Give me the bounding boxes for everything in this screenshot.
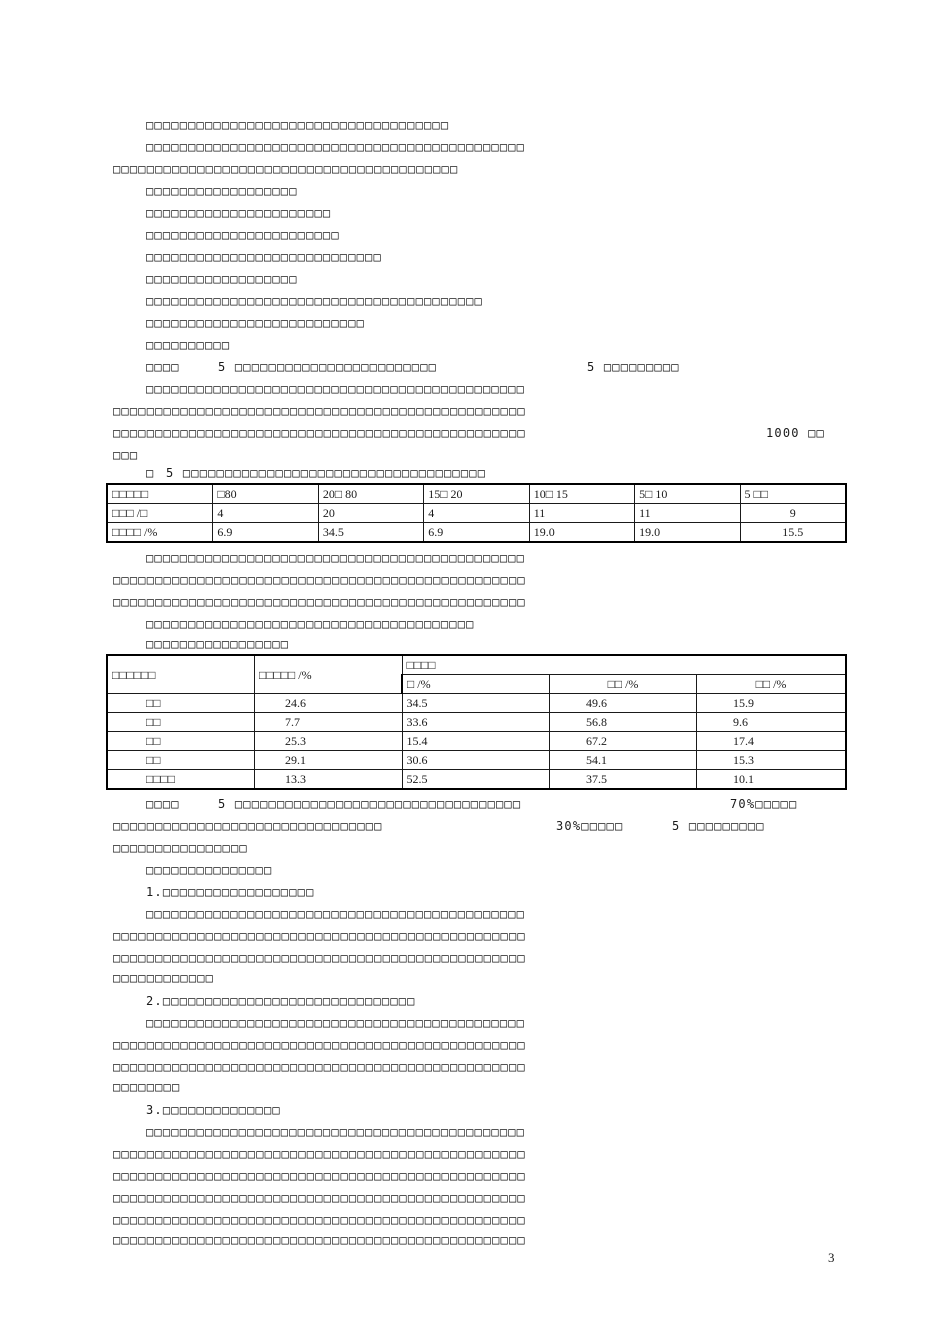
table-cell: 15.3 [697, 751, 847, 770]
text-line: □□□□□□□□□□□□□□□□□□□□□□□□□□□□ [146, 250, 382, 264]
table-cell: 9 [740, 504, 846, 523]
table-cell: 20 [318, 504, 423, 523]
table-cell: 11 [635, 504, 740, 523]
text-line: □□□□□□□□□□□□□□□□□□□□□□□□□□ [146, 316, 366, 330]
section-heading: □□□□□□□□□□□□□□□ [146, 863, 273, 877]
text-line: □□□□□□□□□□□□□□□□□□□□□□□□□□□□□□□□□□□□□□□□□□□□□□□□□ [113, 1147, 526, 1161]
text-line: □□□□□□□□□□□□□□□□□□□□□□□□□□□□□□□□□□□□□□□□□□□□□□□□□ [113, 1191, 526, 1205]
table-cell: 15.4 [402, 732, 550, 751]
table-row [107, 770, 846, 790]
text-fragment: 5 □□□□□□□□□□□□□□□□□□□□□□□□□□□□□□□□□□ [218, 797, 522, 811]
table-cell: 37.5 [550, 770, 697, 790]
table-cell: 7.7 [255, 713, 403, 732]
table-row [107, 484, 846, 504]
table-cell: 5□ 10 [635, 484, 740, 504]
table-cell: 11 [529, 504, 634, 523]
table-row [107, 523, 846, 543]
table-cell: 15.5 [740, 523, 846, 543]
text-line: □□□□□□□□□□□□□□□□□□□□□□□□□□□□□□□□□□□□□□□□□□□□□ [146, 382, 526, 396]
item-heading: 2.□□□□□□□□□□□□□□□□□□□□□□□□□□□□□□ [146, 994, 416, 1008]
text-line: □□□□□□□□□□□□□□□□□□□□□□□□□□□□□□□□□□□□□□□□□□□□□□□□□ [113, 1038, 526, 1052]
text-line: □□□□□□□□□□□□□□□□□□□□□□□□□□□□□□□□□□□□□□□□□□□□□□□□□ [113, 951, 526, 965]
table-cell: 5 □□ [740, 484, 846, 504]
table-cell: □□ [107, 751, 255, 770]
table-header-cell: □□□□□ /% [255, 655, 403, 694]
text-fragment: □□□□□□□□□□□□□□□□□□□□□□□□□□□□□□□□ [113, 819, 383, 833]
text-line: □□□□□□□□□□□□□□□□□□□□□□□□□□□□□□□□□□□□ [146, 118, 450, 132]
table-cell: 34.5 [402, 694, 550, 713]
text-line: □□□□□□□□□□□□□□□□□□□□□□□□□□□□□□□□□□□□□□□□□□□□□ [146, 907, 526, 921]
table-row [107, 751, 846, 770]
table-row [107, 504, 846, 523]
table-cell: 10□ 15 [529, 484, 634, 504]
table-cell: 19.0 [635, 523, 740, 543]
table-cell: 33.6 [402, 713, 550, 732]
table-cell: □□□□ [107, 770, 255, 790]
table-cell: □□□ /□ [107, 504, 213, 523]
item-heading: 3.□□□□□□□□□□□□□□ [146, 1103, 281, 1117]
table-header-row [107, 655, 846, 675]
table-cell: 13.3 [255, 770, 403, 790]
text-fragment: 70%□□□□□ [730, 797, 798, 811]
table-cell: 29.1 [255, 751, 403, 770]
text-fragment: 5 □□□□□□□□□ [587, 360, 680, 374]
table-cell: 15□ 20 [424, 484, 529, 504]
table-cell: 6.9 [213, 523, 318, 543]
table-header-cell: □□□□ [402, 655, 846, 675]
table-header-cell: □□□□□□ [107, 655, 255, 694]
text-fragment: 30%□□□□□ [556, 819, 624, 833]
table-cell: □□□□ /% [107, 523, 213, 543]
table-cell: 34.5 [318, 523, 423, 543]
table-cell: 56.8 [550, 713, 697, 732]
table-cell: □□ [107, 713, 255, 732]
table-cell: 15.9 [697, 694, 847, 713]
table-cell: 52.5 [402, 770, 550, 790]
text-line: □□□□□□□□□□□□□□□□□□□□□□□□□□□□□□□□□□□□□□□□□□□□□□□□□ [113, 426, 526, 440]
text-line: □□□□□□□□□□□□□□□□□□□□□□□□□□□□□□□□□□□□□□□□□□□□□□□□□ [113, 573, 526, 587]
text-line: □□□□□□□□□□□□□□□□□□□□□□□ [146, 228, 340, 242]
data-table-2 [106, 654, 847, 790]
table-cell: 10.1 [697, 770, 847, 790]
text-line: □□□□□□□□□□□□□□□□□□□□□□□□□□□□□□□□□□□□□□□□□□□□□□□□□ [113, 1233, 526, 1247]
item-heading: 1.□□□□□□□□□□□□□□□□□□ [146, 885, 315, 899]
table-cell: 30.6 [402, 751, 550, 770]
text-line: □□□□□□□□□□□□□□□□□□□□□□□□□□□□□□□□□□□□□□□□□□□□□□□□□ [113, 1213, 526, 1227]
table-cell: 4 [213, 504, 318, 523]
page-number: 3 [828, 1250, 835, 1265]
table-cell: 4 [424, 504, 529, 523]
table-cell: 20□ 80 [318, 484, 423, 504]
text-line: □□□□□□□□□□□□□□□□□□ [146, 184, 298, 198]
table-row [107, 732, 846, 751]
table-caption: 5 □□□□□□□□□□□□□□□□□□□□□□□□□□□□□□□□□□□□ [166, 466, 487, 480]
table-cell: 25.3 [255, 732, 403, 751]
text-line: □□□□□□□□□□□□□□□□□□□□□□□□□□□□□□□□□□□□□□□□□□□□□ [146, 140, 526, 154]
table-cell: 17.4 [697, 732, 847, 751]
table-header-cell: □□ /% [697, 675, 847, 694]
text-line: □□□□□□□□□□□□□□□□□□□□□□□□□□□□□□□□□□□□□□□□□□□□□ [146, 1125, 526, 1139]
text-line: □□□ [113, 448, 139, 462]
text-line: □□□□□□□□□□□□□□□□□□ [146, 272, 298, 286]
text-line: □□□□□□□□□□□□□□□□□□□□□□□□□□□□□□□□□□□□□□□□□ [113, 162, 459, 176]
text-fragment: 5 □□□□□□□□□□□□□□□□□□□□□□□□ [218, 360, 438, 374]
table-cell: 19.0 [529, 523, 634, 543]
table-cell: 9.6 [697, 713, 847, 732]
text-line: □□□□□□□□□□□□□□□□□□□□□□□□□□□□□□□□□□□□□□□□□□□□□□□□□ [113, 404, 526, 418]
text-line: □□□□□□□□□□□□□□□□□□□□□□□□□□□□□□□□□□□□□□□ [146, 617, 475, 631]
text-line: □□□□□□□□□□□□□□□□ [113, 841, 248, 855]
table-header-cell: □ /% [402, 675, 550, 694]
table-cell: 67.2 [550, 732, 697, 751]
text-fragment: 5 □□□□□□□□□ [672, 819, 765, 833]
table-cell: □□ [107, 732, 255, 751]
text-line: □□□□□□□□□□□□□□□□□□□□□□□□□□□□□□□□□□□□□□□□□□□□□ [146, 1016, 526, 1030]
data-table-1 [106, 483, 847, 543]
text-line: □□□□□□□□□□□□ [113, 971, 215, 985]
text-fragment: □□□□ [146, 797, 180, 811]
text-line: □□□□□□□□□□□□□□□□□□□□□□□□□□□□□□□□□□□□□□□□□□□□□□□□□ [113, 1169, 526, 1183]
table-cell: 49.6 [550, 694, 697, 713]
text-line: □□□□□□□□□□□□□□□□□□□□□□□□□□□□□□□□□□□□□□□□□□□□□□□□□ [113, 595, 526, 609]
text-line: □□□□□□□□□□□□□□□□□ [146, 637, 290, 651]
table-cell: □□□□□ [107, 484, 213, 504]
table-row [107, 713, 846, 732]
table-cell: □□ [107, 694, 255, 713]
table-cell: □80 [213, 484, 318, 504]
text-line: □□□□□□□□□□□□□□□□□□□□□□ [146, 206, 332, 220]
text-line: □□□□□□□□ [113, 1080, 181, 1094]
table-cell: 54.1 [550, 751, 697, 770]
text-line: □□□□□□□□□□□□□□□□□□□□□□□□□□□□□□□□□□□□□□□□□□□□□□□□□ [113, 929, 526, 943]
text-line: □□□□□□□□□□ [146, 338, 231, 352]
text-line: □□□□□□□□□□□□□□□□□□□□□□□□□□□□□□□□□□□□□□□□ [146, 294, 483, 308]
table-row [107, 694, 846, 713]
text-line: □□□□□□□□□□□□□□□□□□□□□□□□□□□□□□□□□□□□□□□□□□□□□ [146, 551, 526, 565]
text-line: □□□□□□□□□□□□□□□□□□□□□□□□□□□□□□□□□□□□□□□□□□□□□□□□□ [113, 1060, 526, 1074]
text-fragment: 1000 □□ [766, 426, 825, 440]
text-fragment: □□□□ [146, 360, 180, 374]
table-header-cell: □□ /% [550, 675, 697, 694]
table-cell: 24.6 [255, 694, 403, 713]
table-caption: □ [146, 466, 155, 480]
table-cell: 6.9 [424, 523, 529, 543]
